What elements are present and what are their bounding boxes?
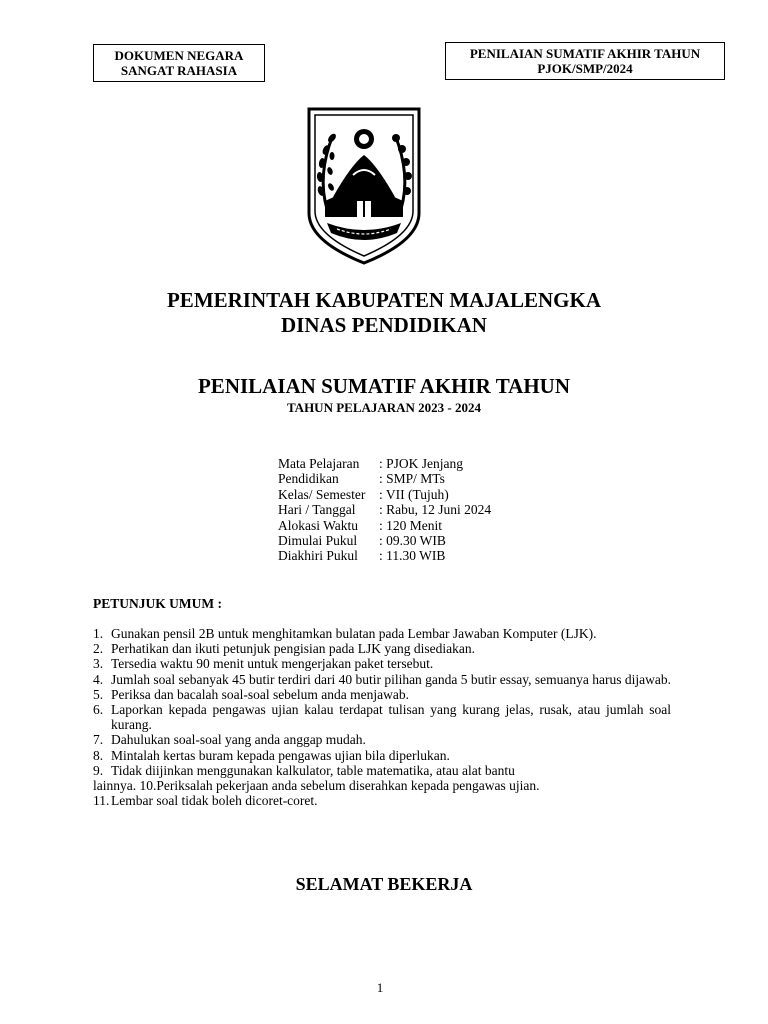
list-item <box>93 641 671 656</box>
list-item-text: Perhatikan dan ikuti petunjuk pengisian pada LJK yang disediakan. <box>111 641 476 657</box>
department-title: DINAS PENDIDIKAN <box>281 313 487 337</box>
list-item-number: 9. <box>93 762 104 778</box>
list-item-number: 5. <box>93 686 104 702</box>
page-number: 1 <box>376 980 384 995</box>
instructions-title: PETUNJUK UMUM : <box>93 596 222 611</box>
list-item-number: 11. <box>93 793 110 809</box>
list-item-text: Gunakan pensil 2B untuk menghitamkan bulatan pada Lembar Jawaban Komputer (LJK). <box>111 626 597 641</box>
info-label: Pendidikan <box>278 471 339 487</box>
info-value: : 11.30 WIB <box>379 548 446 564</box>
info-value: : 120 Menit <box>379 517 442 533</box>
info-row <box>278 456 491 471</box>
list-item <box>93 702 671 732</box>
info-label: Kelas/ Semester <box>278 486 366 502</box>
list-item-text: Tersedia waktu 90 menit untuk mengerjakan paket tersebut. <box>111 656 434 672</box>
list-item-number: 3. <box>93 656 104 672</box>
info-value: : SMP/ MTs <box>379 471 445 487</box>
info-label: Hari / Tanggal <box>278 502 356 518</box>
info-label: Dimulai Pukul <box>278 533 358 549</box>
info-row <box>278 518 491 533</box>
exam-id-box <box>445 42 725 80</box>
list-item <box>93 687 671 702</box>
list-item-text: Periksa dan bacalah soal-soal sebelum anda menjawab. <box>111 686 410 702</box>
info-row <box>278 487 491 502</box>
list-item-text: Lembar soal tidak boleh dicoret-coret. <box>111 793 318 809</box>
list-item <box>93 656 671 671</box>
info-row <box>278 533 491 548</box>
list-item <box>93 732 671 747</box>
list-item-number: 1. <box>93 626 104 641</box>
list-item-number: 4. <box>93 671 104 687</box>
info-label: Mata Pelajaran <box>278 456 360 471</box>
info-value: : 09.30 WIB <box>379 533 446 549</box>
regency-emblem-icon <box>303 105 425 267</box>
classification-line-1: DOKUMEN NEGARA <box>114 48 244 63</box>
list-item <box>93 672 671 687</box>
info-label: Alokasi Waktu <box>278 517 359 533</box>
exam-id-line-2: PJOK/SMP/2024 <box>537 61 633 76</box>
list-item <box>93 748 671 763</box>
list-item-number: 6. <box>93 702 104 718</box>
list-item-number: 2. <box>93 641 104 657</box>
list-item-text: Tidak diijinkan menggunakan kalkulator, table matematika, atau alat bantu <box>111 762 515 778</box>
exam-id-line-1: PENILAIAN SUMATIF AKHIR TAHUN <box>469 46 701 61</box>
exam-info-table <box>278 456 491 564</box>
classification-box <box>93 44 265 82</box>
info-label: Diakhiri Pukul <box>278 548 358 564</box>
classification-line-2: SANGAT RAHASIA <box>120 63 238 78</box>
list-item-text: Dahulukan soal-soal yang anda anggap mudah. <box>111 732 366 748</box>
closing-message: SELAMAT BEKERJA <box>295 874 473 894</box>
list-item-number: 7. <box>93 732 104 748</box>
info-row <box>278 471 491 486</box>
info-row <box>278 502 491 517</box>
exam-title: PENILAIAN SUMATIF AKHIR TAHUN <box>197 374 570 398</box>
list-item-text: Mintalah kertas buram kepada pengawas ujian bila diperlukan. <box>111 747 450 763</box>
list-item <box>93 763 671 778</box>
list-item-text: Jumlah soal sebanyak 45 butir terdiri dari 40 butir pilihan ganda 5 butir essay, semuanya harus dijawab. <box>111 671 671 687</box>
info-value: : PJOK Jenjang <box>379 456 463 471</box>
info-row <box>278 548 491 563</box>
list-item-continuation: lainnya. 10.Periksalah pekerjaan anda sebelum diserahkan kepada pengawas ujian. <box>93 778 540 794</box>
instructions-list <box>93 626 671 808</box>
list-item <box>93 793 671 808</box>
list-item-number: 8. <box>93 747 104 763</box>
list-item-text: Laporkan kepada pengawas ujian kalau terdapat tulisan yang kurang jelas, rusak, atau jumlah soal kurang. <box>111 702 671 733</box>
info-value: : Rabu, 12 Juni 2024 <box>379 502 492 518</box>
list-item <box>93 626 671 641</box>
government-title: PEMERINTAH KABUPATEN MAJALENGKA <box>166 288 601 312</box>
academic-year: TAHUN PELAJARAN 2023 - 2024 <box>286 400 482 415</box>
info-value: : VII (Tujuh) <box>379 486 449 502</box>
